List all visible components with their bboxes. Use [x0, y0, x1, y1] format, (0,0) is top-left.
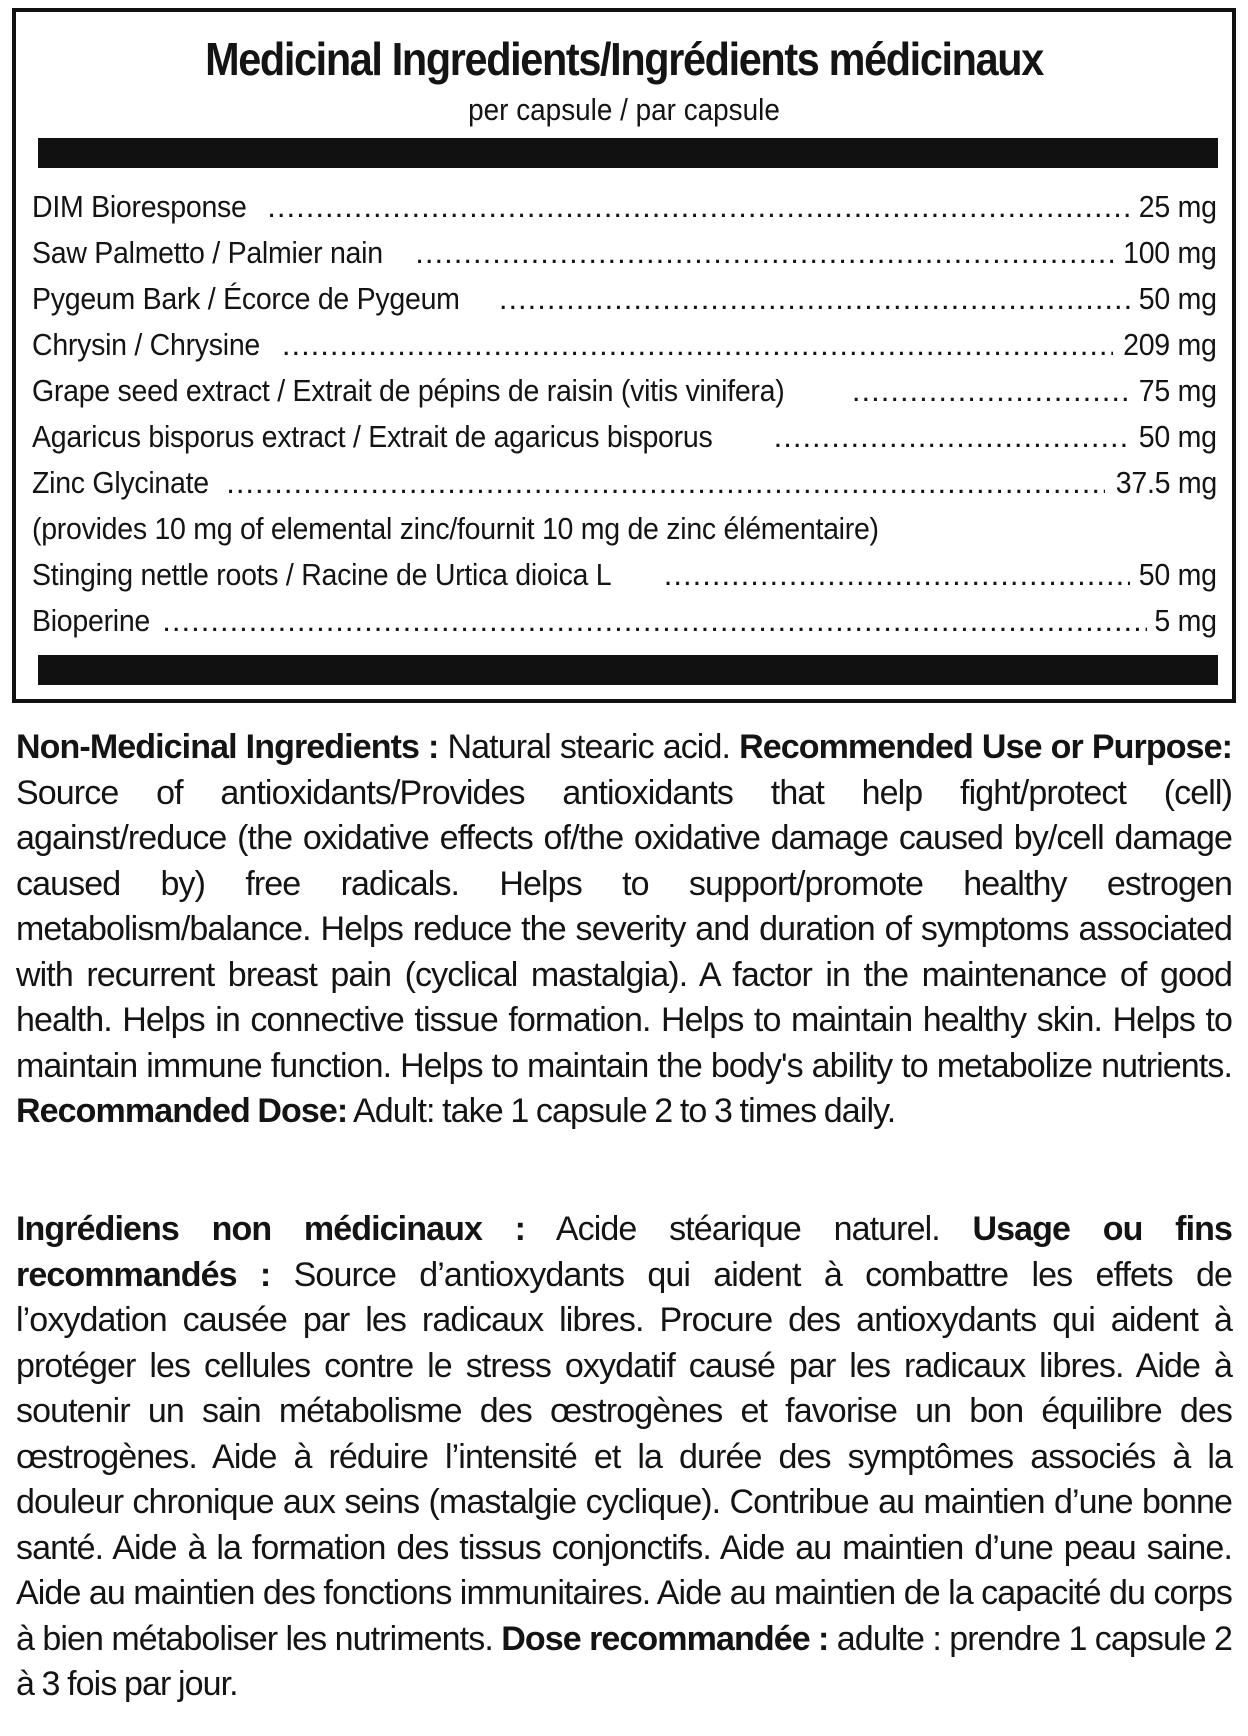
french-dose-text: adulte : prendre 1 capsule 2 à 3 fois par jour. — [16, 1619, 1232, 1703]
ingredient-amount: 25 mg — [1139, 189, 1217, 224]
ingredient-amount: 100 mg — [1123, 235, 1217, 270]
ingredient-row — [32, 598, 1217, 644]
ingredient-name: Stinging nettle roots / Racine de Urtica dioica L — [32, 557, 612, 592]
ingredient-row — [32, 368, 1217, 414]
ingredient-amount: 209 mg — [1123, 327, 1217, 362]
french-use-label: Usage ou fins recommandés : — [16, 1210, 1232, 1294]
french-nmi-text: Acide stéarique naturel. — [555, 1210, 940, 1248]
dot-leader — [267, 184, 1130, 230]
ingredient-row — [32, 276, 1217, 322]
english-dose-text: Adult: take 1 capsule 2 to 3 times daily. — [353, 1092, 896, 1130]
ingredient-name: Saw Palmetto / Palmier nain — [32, 235, 383, 270]
dot-leader — [415, 230, 1113, 276]
english-use-label: Recommended Use or Purpose: — [739, 728, 1232, 766]
ingredient-name: DIM Bioresponse — [32, 189, 247, 224]
box-subtitle: per capsule / par capsule — [468, 92, 780, 127]
ingredient-name: Chrysin / Chrysine — [32, 327, 261, 362]
ingredient-amount: 5 mg — [1154, 603, 1217, 638]
dot-leader — [226, 460, 1105, 506]
dot-leader — [162, 598, 1147, 644]
ingredient-name: Grape seed extract / Extrait de pépins de raisin (vitis vinifera) — [32, 373, 785, 408]
medicinal-ingredients-box — [12, 8, 1236, 703]
dot-leader — [499, 276, 1131, 322]
ingredient-name: Bioperine — [32, 603, 151, 638]
french-nmi-label: Ingrédiens non médicinaux : — [16, 1210, 526, 1248]
ingredient-row — [32, 230, 1217, 276]
ingredient-name: Agaricus bisporus extract / Extrait de agaricus bisporus — [32, 419, 713, 454]
ingredient-name: Pygeum Bark / Écorce de Pygeum — [32, 281, 460, 316]
ingredient-name: Zinc Glycinate — [32, 465, 209, 500]
ingredient-amount: 75 mg — [1139, 373, 1217, 408]
ingredient-amount: 37.5 mg — [1115, 465, 1217, 500]
english-nmi-text: Natural stearic acid. — [447, 728, 731, 766]
top-divider-bar — [38, 138, 1218, 168]
english-nmi-label: Non-Medicinal Ingredients : — [16, 728, 439, 766]
ingredient-row — [32, 184, 1217, 230]
ingredient-row — [32, 414, 1217, 460]
ingredient-row — [32, 460, 1217, 506]
english-dose-label: Recommanded Dose: — [16, 1092, 348, 1130]
ingredient-amount: 50 mg — [1139, 281, 1217, 316]
dot-leader — [664, 552, 1131, 598]
bottom-divider-bar — [38, 655, 1218, 685]
english-info-paragraph — [16, 725, 1232, 1135]
ingredient-amount: 50 mg — [1139, 557, 1217, 592]
french-info-paragraph — [16, 1207, 1232, 1708]
english-use-text: Source of antioxidants/Provides antioxidants that help fight/protect (cell) against/reduce (the oxidative effects of/the oxidative damage caused by/cell damage caused by) free radicals. Helps to support/promote healthy estrogen metabolism/balance. Helps reduce the severity and duration of symptoms associated with recurrent breast pain (cyclical mastalgia). A factor in the maintenance of good health. Helps in connective tissue formation. Helps to maintain healthy skin. Helps to maintain immune function. Helps to maintain the body's ability to metabolize nutrients. — [16, 773, 1232, 1085]
ingredient-amount: 50 mg — [1139, 419, 1217, 454]
french-dose-label: Dose recommandée : — [501, 1619, 829, 1658]
french-use-text: Source d’antioxydants qui aident à combattre les effets de l’oxydation causée par les radicaux libres. Procure des antioxydants qui aident à protéger les cellules contre le stress oxydatif causé par les radicaux libres. Aide à soutenir un sain métabolisme des œstrogènes et favorise un bon équilibre des œstrogènes. Aide à réduire l’intensité et la durée des symptômes associés à la douleur chronique aux seins (mastalgie cyclique). Contribue au maintien d’une bonne santé. Aide à la formation des tissus conjonctifs. Aide au maintien d’une peau saine. Aide au maintien des fonctions immunitaires. Aide au maintien de la capacité du corps à bien métaboliser les nutriments. — [16, 1255, 1232, 1658]
zinc-note: (provides 10 mg of elemental zinc/fournit 10 mg de zinc élémentaire) — [32, 511, 879, 546]
dot-leader — [282, 322, 1114, 368]
ingredient-row — [32, 322, 1217, 368]
ingredient-list — [32, 184, 1217, 644]
ingredient-row — [32, 552, 1217, 598]
box-title: Medicinal Ingredients/Ingrédients médicinaux — [205, 33, 1043, 85]
dot-leader — [774, 414, 1131, 460]
dot-leader — [852, 368, 1130, 414]
